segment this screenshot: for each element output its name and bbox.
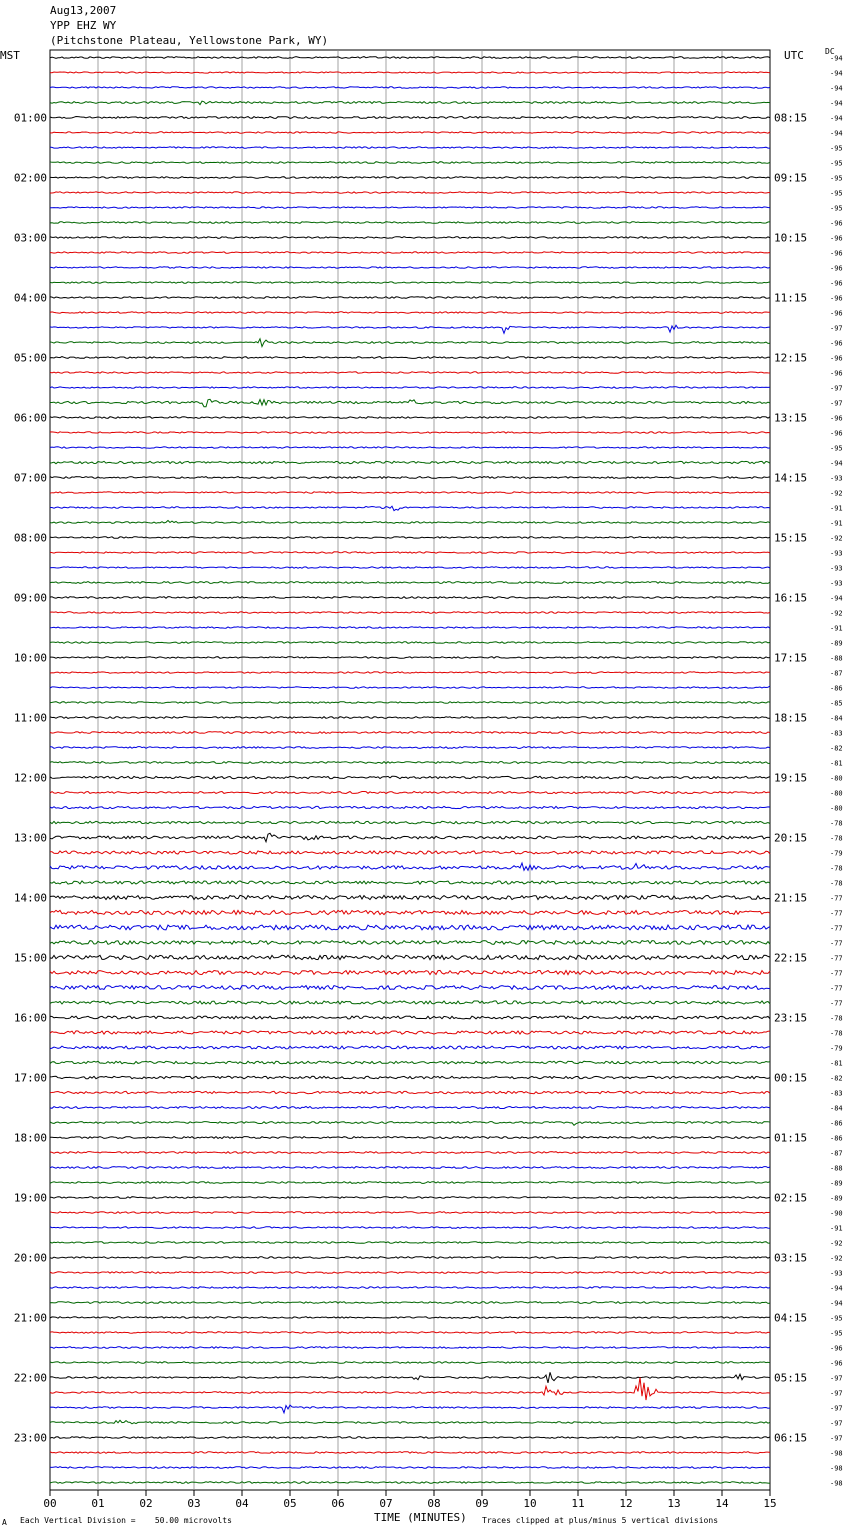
seismic-trace — [50, 1107, 770, 1109]
seismic-trace — [50, 762, 770, 764]
dc-offset-label: -82 — [830, 744, 843, 753]
seismic-trace — [50, 461, 770, 463]
dc-offset-label: -97 — [830, 1434, 843, 1443]
seismic-trace — [50, 1437, 770, 1439]
location-label: (Pitchstone Plateau, Yellowstone Park, WY) — [50, 34, 329, 47]
seismic-trace — [50, 192, 770, 193]
seismic-trace — [50, 101, 770, 105]
station-label: YPP EHZ WY — [50, 19, 117, 32]
dc-offset-label: -97 — [830, 399, 843, 408]
seismic-trace — [50, 1031, 770, 1034]
dc-offset-label: -95 — [830, 189, 843, 198]
utc-hour-label: 20:15 — [774, 831, 808, 845]
dc-offset-label: -88 — [830, 654, 843, 663]
dc-offset-label: -91 — [830, 504, 843, 513]
dc-offset-label: -84 — [830, 1104, 843, 1113]
dc-offset-label: -96 — [830, 219, 843, 228]
dc-offset-label: -78 — [830, 1014, 843, 1023]
seismic-trace — [50, 1317, 770, 1319]
seismic-trace — [50, 627, 770, 628]
dc-offset-label: -93 — [830, 579, 843, 588]
seismic-trace — [50, 325, 770, 333]
dc-offset-label: -96 — [830, 414, 843, 423]
dc-offset-label: -79 — [830, 849, 843, 858]
dc-offset-label: -86 — [830, 1119, 843, 1128]
seismic-trace — [50, 1347, 770, 1349]
seismic-trace — [50, 910, 770, 914]
seismic-trace — [50, 357, 770, 359]
dc-offset-label: -77 — [830, 969, 843, 978]
dc-offset-label: -91 — [830, 1224, 843, 1233]
dc-offset-label: -93 — [830, 474, 843, 483]
dc-offset-label: -96 — [830, 264, 843, 273]
mst-hour-label: 07:00 — [13, 471, 47, 485]
utc-hour-label: 06:15 — [774, 1431, 808, 1445]
mst-hour-label: 16:00 — [13, 1011, 47, 1025]
seismic-trace — [50, 1272, 770, 1274]
utc-hour-label: 05:15 — [774, 1371, 808, 1385]
dc-offset-label: -88 — [830, 1164, 843, 1173]
seismic-trace — [50, 1362, 770, 1364]
dc-offset-label: -77 — [830, 984, 843, 993]
seismic-trace — [50, 117, 770, 119]
dc-offset-label: -94 — [830, 594, 843, 603]
dc-offset-label: -96 — [830, 309, 843, 318]
x-tick-label: 14 — [715, 1497, 729, 1510]
utc-hour-label: 00:15 — [774, 1071, 808, 1085]
seismic-trace — [50, 1197, 770, 1199]
utc-hour-label: 08:15 — [774, 111, 808, 125]
plot-frame — [50, 50, 770, 1490]
dc-offset-label: -92 — [830, 489, 843, 498]
seismic-trace — [50, 806, 770, 808]
dc-offset-label: -78 — [830, 834, 843, 843]
seismic-trace — [50, 881, 770, 884]
dc-offset-label: -86 — [830, 684, 843, 693]
dc-offset-label: -92 — [830, 1254, 843, 1263]
mst-hour-label: 19:00 — [13, 1191, 47, 1205]
x-tick-label: 01 — [91, 1497, 105, 1510]
dc-offset-label: -82 — [830, 1074, 843, 1083]
dc-offset-label: -96 — [830, 279, 843, 288]
seismic-trace — [50, 267, 770, 268]
dc-offset-label: -77 — [830, 924, 843, 933]
seismic-trace — [50, 567, 770, 568]
division-note: Each Vertical Division = 50.00 microvolts — [20, 1516, 232, 1525]
clip-note: Traces clipped at plus/minus 5 vertical divisions — [482, 1516, 719, 1525]
seismic-trace — [50, 747, 770, 749]
mst-hour-label: 23:00 — [13, 1431, 47, 1445]
dc-offset-label: -98 — [830, 1449, 843, 1458]
dc-offset-label: -80 — [830, 774, 843, 783]
dc-offset-label: -92 — [830, 1239, 843, 1248]
utc-hour-label: 04:15 — [774, 1311, 808, 1325]
seismic-trace — [50, 851, 770, 854]
seismic-trace — [50, 57, 770, 59]
utc-hour-label: 13:15 — [774, 411, 808, 425]
dc-offset-label: -94 — [830, 1284, 843, 1293]
dc-offset-label: -97 — [830, 1389, 843, 1398]
utc-hour-label: 17:15 — [774, 651, 808, 665]
x-tick-label: 13 — [667, 1497, 681, 1510]
x-tick-label: 12 — [619, 1497, 633, 1510]
mst-hour-label: 12:00 — [13, 771, 47, 785]
dc-offset-label: -78 — [830, 819, 843, 828]
utc-hour-label: 22:15 — [774, 951, 808, 965]
utc-hour-label: 23:15 — [774, 1011, 808, 1025]
utc-hour-label: 02:15 — [774, 1191, 808, 1205]
dc-offset-label: -96 — [830, 249, 843, 258]
dc-offset-label: -94 — [830, 459, 843, 468]
dc-offset-label: -85 — [830, 699, 843, 708]
seismic-trace — [50, 477, 770, 479]
seismic-trace — [50, 612, 770, 613]
mst-hour-label: 09:00 — [13, 591, 47, 605]
dc-offset-label: -89 — [830, 1194, 843, 1203]
mst-hour-label: 22:00 — [13, 1371, 47, 1385]
seismic-trace — [50, 1452, 770, 1454]
seismic-trace — [50, 1302, 770, 1304]
utc-hour-label: 03:15 — [774, 1251, 808, 1265]
seismic-trace — [50, 1287, 770, 1289]
utc-hour-label: 21:15 — [774, 891, 808, 905]
x-tick-label: 09 — [475, 1497, 489, 1510]
seismic-trace — [50, 1405, 770, 1413]
dc-offset-label: -92 — [830, 609, 843, 618]
seismic-trace — [50, 925, 770, 930]
seismic-trace — [50, 312, 770, 313]
dc-offset-label: -91 — [830, 519, 843, 528]
mst-hour-label: 11:00 — [13, 711, 47, 725]
seismic-trace — [50, 387, 770, 388]
dc-offset-label: -93 — [830, 549, 843, 558]
seismic-trace — [50, 521, 770, 524]
seismic-trace — [50, 717, 770, 719]
dc-offset-label: -90 — [830, 1209, 843, 1218]
seismic-trace — [50, 282, 770, 283]
seismic-trace — [50, 970, 770, 974]
mst-hour-label: 01:00 — [13, 111, 47, 125]
dc-offset-label: -89 — [830, 639, 843, 648]
seismic-trace — [50, 372, 770, 373]
x-tick-label: 10 — [523, 1497, 537, 1510]
dc-offset-label: -97 — [830, 324, 843, 333]
seismic-trace — [50, 1016, 770, 1019]
dc-offset-label: -95 — [830, 174, 843, 183]
seismic-trace — [50, 863, 770, 870]
x-tick-label: 08 — [427, 1497, 441, 1510]
utc-hour-label: 09:15 — [774, 171, 808, 185]
dc-offset-label: -81 — [830, 1059, 843, 1068]
mst-hour-label: 05:00 — [13, 351, 47, 365]
seismic-trace — [50, 792, 770, 794]
utc-hour-label: 19:15 — [774, 771, 808, 785]
corner-mark: A — [2, 1518, 7, 1527]
seismic-trace — [50, 222, 770, 224]
seismic-trace — [50, 1091, 770, 1093]
seismic-trace — [50, 177, 770, 179]
mst-hour-label: 02:00 — [13, 171, 47, 185]
seismic-trace — [50, 1212, 770, 1214]
dc-offset-label: -95 — [830, 144, 843, 153]
seismic-trace — [50, 537, 770, 539]
dc-offset-label: -83 — [830, 729, 843, 738]
dc-offset-label: -94 — [830, 69, 843, 78]
seismic-trace — [50, 1137, 770, 1139]
dc-offset-label: -77 — [830, 939, 843, 948]
utc-hour-label: 18:15 — [774, 711, 808, 725]
seismic-trace — [50, 447, 770, 448]
seismic-trace — [50, 582, 770, 584]
dc-offset-label: -80 — [830, 789, 843, 798]
utc-hour-label: 14:15 — [774, 471, 808, 485]
mst-label: MST — [0, 49, 20, 62]
utc-hour-label: 10:15 — [774, 231, 808, 245]
mst-hour-label: 14:00 — [13, 891, 47, 905]
seismic-trace — [50, 1332, 770, 1334]
dc-offset-label: -95 — [830, 1314, 843, 1323]
dc-offset-label: -93 — [830, 564, 843, 573]
utc-hour-label: 01:15 — [774, 1131, 808, 1145]
seismic-trace — [50, 1152, 770, 1154]
seismic-trace — [50, 1227, 770, 1229]
dc-offset-label: -95 — [830, 1329, 843, 1338]
utc-label: UTC — [784, 49, 804, 62]
dc-offset-label: -94 — [830, 84, 843, 93]
seismic-trace — [50, 597, 770, 599]
dc-offset-label: -89 — [830, 1179, 843, 1188]
dc-offset-label: -94 — [830, 99, 843, 108]
seismic-trace — [50, 895, 770, 899]
seismic-trace — [50, 1122, 770, 1126]
dc-offset-label: -97 — [830, 384, 843, 393]
seismic-trace — [50, 417, 770, 419]
utc-hour-label: 11:15 — [774, 291, 808, 305]
dc-offset-label: -84 — [830, 714, 843, 723]
dc-offset-label: -96 — [830, 1344, 843, 1353]
x-tick-label: 05 — [283, 1497, 297, 1510]
utc-hour-label: 15:15 — [774, 531, 808, 545]
dc-offset-label: -96 — [830, 429, 843, 438]
dc-offset-label: -96 — [830, 339, 843, 348]
seismic-trace — [50, 72, 770, 73]
dc-offset-label: -96 — [830, 294, 843, 303]
mst-hour-label: 06:00 — [13, 411, 47, 425]
utc-hour-label: 16:15 — [774, 591, 808, 605]
mst-hour-label: 10:00 — [13, 651, 47, 665]
mst-hour-label: 17:00 — [13, 1071, 47, 1085]
dc-offset-label: -98 — [830, 1464, 843, 1473]
dc-offset-label: -97 — [830, 1419, 843, 1428]
mst-hour-label: 13:00 — [13, 831, 47, 845]
dc-offset-label: -79 — [830, 1044, 843, 1053]
seismic-trace — [50, 432, 770, 433]
seismic-trace — [50, 1182, 770, 1184]
seismic-trace — [50, 132, 770, 133]
seismic-trace — [50, 399, 770, 407]
dc-offset-label: -97 — [830, 1404, 843, 1413]
seismic-trace — [50, 1046, 770, 1049]
dc-offset-label: -91 — [830, 624, 843, 633]
dc-offset-label: -97 — [830, 1374, 843, 1383]
seismic-trace — [50, 941, 770, 945]
dc-offset-label: -94 — [830, 1299, 843, 1308]
x-tick-label: 04 — [235, 1497, 249, 1510]
x-tick-label: 06 — [331, 1497, 345, 1510]
dc-offset-label: -81 — [830, 759, 843, 768]
seismic-trace — [50, 1001, 770, 1004]
seismic-trace — [50, 955, 770, 959]
seismic-trace — [50, 657, 770, 659]
x-tick-label: 07 — [379, 1497, 393, 1510]
dc-offset-label: -92 — [830, 534, 843, 543]
seismic-trace — [50, 492, 770, 493]
date-label: Aug13,2007 — [50, 4, 117, 17]
dc-offset-label: -87 — [830, 669, 843, 678]
dc-offset-label: -96 — [830, 1359, 843, 1368]
dc-offset-label: -78 — [830, 864, 843, 873]
dc-offset-label: -94 — [830, 54, 843, 63]
seismic-trace — [50, 1372, 770, 1383]
mst-hour-label: 18:00 — [13, 1131, 47, 1145]
seismic-trace — [50, 339, 770, 347]
seismic-trace — [50, 1377, 770, 1400]
dc-offset-label: -95 — [830, 444, 843, 453]
x-tick-label: 03 — [187, 1497, 201, 1510]
dc-label: DC — [825, 47, 835, 56]
dc-offset-label: -78 — [830, 1029, 843, 1038]
dc-offset-label: -77 — [830, 954, 843, 963]
seismic-trace — [50, 87, 770, 88]
dc-offset-label: -80 — [830, 804, 843, 813]
seismic-trace — [50, 297, 770, 299]
seismic-trace — [50, 1420, 770, 1424]
dc-offset-label: -77 — [830, 894, 843, 903]
mst-hour-label: 20:00 — [13, 1251, 47, 1265]
seismic-trace — [50, 147, 770, 148]
dc-offset-label: -87 — [830, 1149, 843, 1158]
dc-offset-label: -96 — [830, 369, 843, 378]
seismic-trace — [50, 702, 770, 704]
seismic-trace — [50, 207, 770, 208]
seismic-trace — [50, 162, 770, 164]
dc-offset-label: -96 — [830, 354, 843, 363]
seismic-trace — [50, 237, 770, 239]
seismic-trace — [50, 986, 770, 990]
seismic-trace — [50, 1167, 770, 1169]
dc-offset-label: -78 — [830, 879, 843, 888]
seismic-trace — [50, 506, 770, 510]
x-axis-title: TIME (MINUTES) — [374, 1511, 467, 1524]
seismic-trace — [50, 1076, 770, 1079]
dc-offset-label: -94 — [830, 114, 843, 123]
mst-hour-label: 21:00 — [13, 1311, 47, 1325]
seismic-trace — [50, 1467, 770, 1469]
seismic-trace — [50, 642, 770, 644]
seismic-trace — [50, 686, 770, 688]
x-tick-label: 11 — [571, 1497, 585, 1510]
seismic-trace — [50, 552, 770, 553]
dc-offset-label: -98 — [830, 1479, 843, 1488]
dc-offset-label: -86 — [830, 1134, 843, 1143]
x-tick-label: 15 — [763, 1497, 777, 1510]
seismic-trace — [50, 732, 770, 734]
mst-hour-label: 03:00 — [13, 231, 47, 245]
mst-hour-label: 08:00 — [13, 531, 47, 545]
x-tick-label: 02 — [139, 1497, 153, 1510]
dc-offset-label: -77 — [830, 909, 843, 918]
seismic-trace — [50, 252, 770, 253]
seismic-trace — [50, 821, 770, 823]
seismic-trace — [50, 672, 770, 673]
dc-offset-label: -96 — [830, 234, 843, 243]
seismic-trace — [50, 1242, 770, 1244]
seismic-trace — [50, 776, 770, 778]
dc-offset-label: -77 — [830, 999, 843, 1008]
x-tick-label: 00 — [43, 1497, 57, 1510]
dc-offset-label: -95 — [830, 204, 843, 213]
dc-offset-label: -94 — [830, 129, 843, 138]
mst-hour-label: 04:00 — [13, 291, 47, 305]
utc-hour-label: 12:15 — [774, 351, 808, 365]
seismic-trace — [50, 1061, 770, 1064]
dc-offset-label: -95 — [830, 159, 843, 168]
dc-offset-label: -83 — [830, 1089, 843, 1098]
seismic-trace — [50, 833, 770, 841]
seismic-trace — [50, 1482, 770, 1484]
mst-hour-label: 15:00 — [13, 951, 47, 965]
dc-offset-label: -93 — [830, 1269, 843, 1278]
seismic-trace — [50, 1257, 770, 1259]
